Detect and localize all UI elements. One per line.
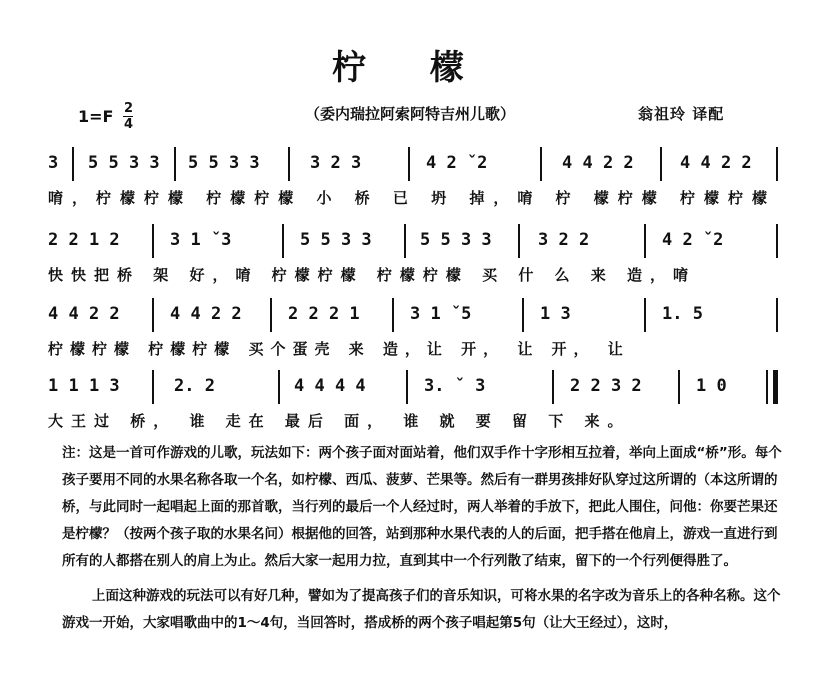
measure: 5 5 3 3 <box>188 153 260 173</box>
measure: 1 0 <box>696 376 727 396</box>
measure: 3 <box>48 153 59 173</box>
lyrics-line: 柠檬柠檬 柠檬柠檬 买个蛋壳 来 造，让 开， 让 开， 让 <box>48 340 630 358</box>
score-row-4 <box>44 368 782 430</box>
measure: 2 2 3 2 <box>570 376 642 396</box>
time-sig-top: 2 <box>123 101 133 116</box>
note-paragraph: 注：这是一首可作游戏的儿歌，玩法如下：两个孩子面对面站着，他们双手作十字形相互拉着，举向上面成“桥”形。每个孩子要用不同的水果名称各取一个名，如柠檬、西瓜、菠萝、芒果等。然后有一群男孩排好队穿过这所谓的（本这所谓的桥，与此同时一起唱起上面的那首歌，当行列的最后一个人经过时，两人举着的手放下，把此人围住，问他：你要芒果还是柠檬？（按两个孩子取的水果名问）根据他的回答，站到那种水果代表的人的后面，把手搭在他肩上，游戏一直进行到所有的人都搭在别人的肩上为止。然后大家一起用力拉，直到其中一个行列散了结束，留下的一个行列便得胜了。 <box>62 445 782 569</box>
measure: 4 2 ˇ2 <box>426 153 488 173</box>
time-signature <box>123 102 133 131</box>
score-row-3 <box>44 296 782 358</box>
measure: 5 5 3 3 <box>300 230 372 250</box>
song-title: 柠 檬 <box>332 48 490 88</box>
measure: 4 4 2 2 <box>170 304 242 324</box>
measure: 3 1 ˇ3 <box>170 230 232 250</box>
lyrics-line: 唷，柠檬柠檬 柠檬柠檬 小 桥 已 坍 掉，唷 柠 檬柠檬 柠檬柠檬 <box>48 189 777 207</box>
measure: 4 2 ˇ2 <box>662 230 724 250</box>
key-label: 1=F <box>78 107 114 126</box>
measure: 5 5 3 3 <box>420 230 492 250</box>
measure: 3 2 3 <box>310 153 362 173</box>
measure: 4 4 2 2 <box>562 153 634 173</box>
measure: 2. 2 <box>174 376 215 396</box>
key-signature <box>78 102 133 131</box>
measure: 4 4 2 2 <box>680 153 752 173</box>
measure: 1 1 1 3 <box>48 376 120 396</box>
time-sig-bottom: 4 <box>123 117 133 132</box>
measure: 5 5 3 3 <box>88 153 160 173</box>
measure: 1 3 <box>540 304 571 324</box>
measure: 3 2 2 <box>538 230 590 250</box>
measure: 2 2 1 2 <box>48 230 120 250</box>
measure: 3. ˇ 3 <box>424 376 486 396</box>
song-origin: （委内瑞拉阿索阿特吉州儿歌） <box>305 105 516 123</box>
measure: 1. 5 <box>662 304 703 324</box>
measure: 4 4 4 4 <box>294 376 366 396</box>
measure: 2 2 2 1 <box>288 304 360 324</box>
lyrics-line: 大王过 桥， 谁 走在 最后 面， 谁 就 要 留 下 来。 <box>48 412 631 430</box>
score-row-1 <box>44 145 782 207</box>
arranger: 翁祖玲 译配 <box>638 105 725 123</box>
measure: 3 1 ˇ5 <box>410 304 472 324</box>
score-row-2 <box>44 222 782 284</box>
game-notes <box>62 440 782 637</box>
measure: 4 4 2 2 <box>48 304 120 324</box>
note-paragraph: 上面这种游戏的玩法可以有好几种，譬如为了提高孩子们的音乐知识，可将水果的名字改为音乐上的各种名称。这个游戏一开始，大家唱歌曲中的1～4句，当回答时，搭成桥的两个孩子唱起第5句（让大王经过），这时， <box>62 588 781 631</box>
lyrics-line: 快快把桥 架 好，唷 柠檬柠檬 柠檬柠檬 买 什 么 来 造，唷 <box>48 266 697 284</box>
